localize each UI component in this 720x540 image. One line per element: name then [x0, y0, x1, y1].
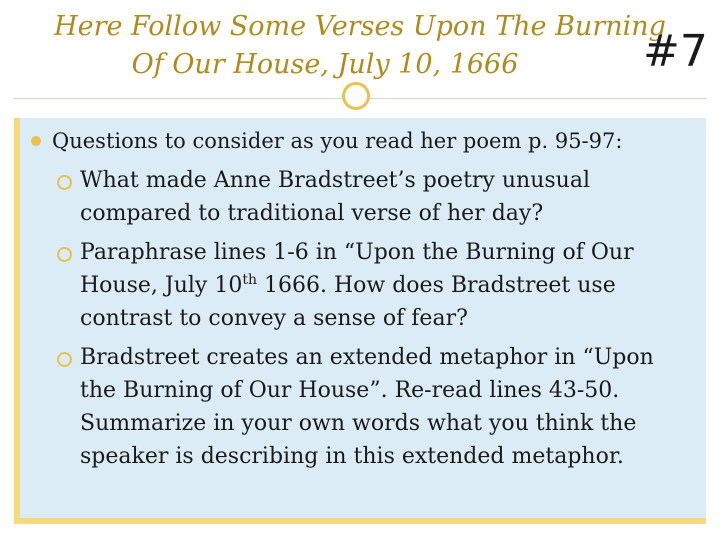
- ring-icon: [342, 82, 370, 110]
- circle-bullet-icon: [57, 352, 72, 367]
- question-list: [22, 164, 702, 473]
- title-line-1: Here Follow Some Verses Upon The Burning: [54, 11, 666, 42]
- ordinal-suffix: th: [242, 272, 257, 288]
- title-line-2: Of Our House, July 10, 1666: [131, 49, 519, 81]
- slide-number-badge: #7: [643, 26, 708, 77]
- content-area: [22, 124, 702, 479]
- question-item: [22, 341, 702, 473]
- slide-title: [0, 8, 720, 85]
- bullet-icon: [31, 136, 41, 146]
- circle-bullet-icon: [57, 175, 72, 190]
- question-item: [22, 164, 702, 230]
- questions-heading-text: Questions to consider as you read her poem p. 95-97:: [52, 129, 623, 153]
- circle-bullet-icon: [57, 247, 72, 262]
- question-text-before: Paraphrase lines 1-6 in “Upon the Burning of Our House, July 10: [80, 240, 634, 298]
- question-text: What made Anne Bradstreet’s poetry unusual compared to traditional verse of her day?: [80, 168, 590, 226]
- questions-heading: [22, 124, 702, 158]
- question-text: Bradstreet creates an extended metaphor in “Upon the Burning of Our House”. Re-read lines 43-50. Summarize in your own words what you think the speaker is describing in this extended metaphor.: [80, 345, 654, 469]
- question-item: [22, 236, 702, 335]
- question-text-after: 1666. How does Bradstreet use contrast to convey a sense of fear?: [80, 273, 616, 331]
